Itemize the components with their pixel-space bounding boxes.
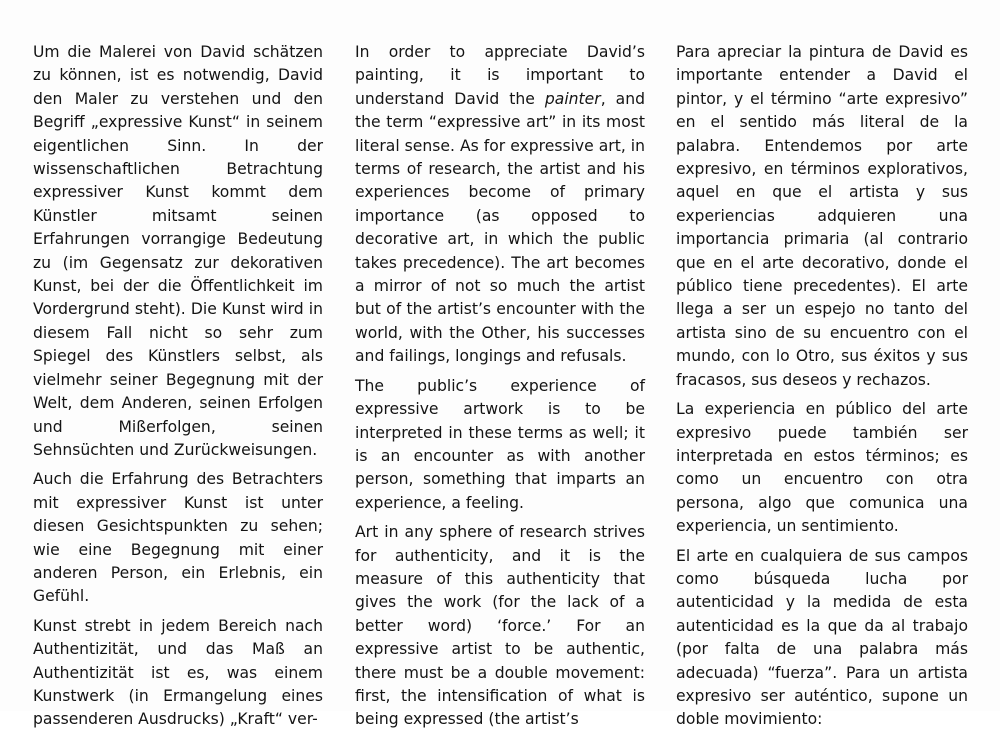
english-paragraph-1: [355, 41, 645, 369]
spanish-paragraph-2: La experiencia en público del arte expresivo puede también ser interpretada en estos términos; es como un encuentro con otra persona, algo que comunica una experiencia, un sentimiento.: [676, 400, 968, 536]
english-paragraph-2: The public’s experience of expressive artwork is to be interpreted in these terms as well; it is an encounter as with another person, something that imparts an experience, a feeling.: [355, 376, 645, 512]
english-text-column: [355, 41, 645, 732]
english-italic-term: painter: [544, 89, 601, 108]
german-paragraph-3: Kunst strebt in jedem Bereich nach Authentizität, und das Maß an Authentizität ist es, was einem Kunstwerk (in Ermangelung eines passenderen Ausdrucks) „Kraft“ ver-: [33, 616, 323, 729]
german-paragraph-2: Auch die Erfahrung des Betrachters mit expressiver Kunst ist unter diesen Gesichtspunkten zu sehen; wie eine Begegnung mit einer anderen Person, ein Erlebnis, ein Gefühl.: [33, 470, 323, 606]
german-text-column: [33, 41, 323, 732]
spanish-text-column: [676, 41, 968, 732]
english-paragraph-3: Art in any sphere of research strives for authenticity, and it is the measure of this authenticity that gives the work (for the lack of a better word) ‘force.’ For an expressive artist to be authentic, there must be a double movement: first, the intensification of what is being expressed (the artist’s: [355, 523, 645, 729]
german-paragraph-1: Um die Malerei von David schätzen zu können, ist es notwendig, David den Maler zu verstehen und den Begriff „expressive Kunst“ in seinem eigentlichen Sinn. In der wissenschaftlichen Betrachtung expressiver Kunst kommt dem Künstler mitsamt seinen Erfahrungen vorrangige Bedeutung zu (im Gegensatz zur dekorativen Kunst, bei der die Öffentlichkeit im Vordergrund steht). Die Kunst wird in diesem Fall nicht so sehr zum Spiegel des Künstlers selbst, als vielmehr seiner Begegnung mit der Welt, dem Anderen, seinen Erfolgen und Mißerfolgen, seinen Sehnsüchten und Zurückweisungen.: [33, 43, 323, 459]
english-paragraph-1-end: , and the term “expressive art” in its most literal sense. As for expressive art, in terms of research, the artist and his experiences become of primary importance (as opposed to decorative art, in which the public takes precedence). The art becomes a mirror of not so much the artist but of the artist’s encounter with the world, with the Other, his successes and failings, longings and refusals.: [355, 89, 645, 366]
spanish-paragraph-3: El arte en cualquiera de sus campos como búsqueda lucha por autenticidad y la medida de esta autenticidad es la que da al trabajo (por falta de una palabra más adecuada) “fuerza”. Para un artista expresivo ser auténtico, supone un doble movimiento:: [676, 546, 968, 729]
spanish-paragraph-1: Para apreciar la pintura de David es importante entender a David el pintor, y el término “arte expresivo” en el sentido más literal de la palabra. Entendemos por arte expresivo, en términos explorativos, aquel en que el artista y sus experiencias adquieren una importancia primaria (al contrario que en el arte decorativo, donde el público tiene precedentes). El arte llega a ser un espejo no tanto del artista sino de su encuentro con el mundo, con lo Otro, sus éxitos y sus fracasos, sus deseos y rechazos.: [676, 43, 968, 389]
english-paragraph-1-start: In order to appreciate David’s painting, it is important to understand David the: [355, 43, 645, 108]
